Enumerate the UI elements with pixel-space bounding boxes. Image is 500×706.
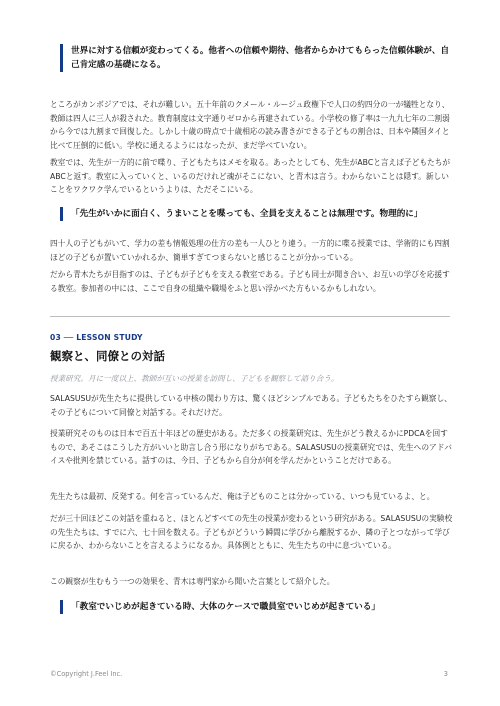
paragraph-classroom-reality: 教室では、先生が一方的に前で喋り、子どもたちはメモを取る。あったとしても、先生がABCと言えば子どもたちがABCと返す。教室に入っていくと、いるのだけれど魂がそこにない、と青木は言う。わからないことは隠す。新しいことをワクワク学んでいるというよりは、ただそこにいる。 [50, 158, 451, 194]
section-title: 観察と、同僚との対話 [50, 349, 165, 363]
page-number: 3 [443, 670, 448, 678]
paragraph-teacher-resistance: 先生たちは最初、反発する。何を言っているんだ、俺は子どものことは分かっている、いつも見ているよ、と。 [50, 492, 435, 501]
pull-quote-teacher-limit: 「先生がいかに面白く、うまいことを喋っても、全員を支えることは無理です。物理的に」 [60, 207, 456, 221]
paragraph-forty-children: 四十人の子どもがいて、学力の差も情報処理の仕方の差も一人ひとり違う。一方的に喋る授業では、学術的にも四割ほどの子どもが置いていかれるか、簡単すぎてつまらないと感じることが分かっている。 [50, 239, 450, 262]
section-divider [50, 316, 450, 317]
pull-quote-self-esteem: 世界に対する信頼が変わってくる。他者への信頼や期待、他者からかけてもらった信頼体験が、自己肯定感の基礎になる。 [60, 44, 451, 72]
pull-quote-bullying: 「教室でいじめが起きている時、大体のケースで職員室でいじめが起きている」 [60, 600, 456, 614]
footer-copyright: ©Copyright J.Feel Inc. [50, 670, 123, 678]
section-label: 03 ── LESSON STUDY [50, 333, 143, 342]
paragraph-thirty-dialogues: だが三十回ほどこの対話を重ねると、ほとんどすべての先生の授業が変わるという研究がある。SALASUSUの実験校の先生たちは、すでに六、七十回を数える。子どもがどういう瞬間に学びから離脱するか、隣の子とつながって学びに戻るか、わからないことを言えるようになるか。具体例とともに、先生たちの中に息づいている。 [50, 514, 453, 550]
paragraph-supportive-classroom: だから青木たちが目指すのは、子どもが子どもを支える教室である。子ども同士が聞き合い、お互いの学びを応援する教室。参加者の中には、ここで自身の組織や職場をふと思い浮かべた方もいるかもしれない。 [50, 270, 450, 293]
section-lead: 授業研究。月に一度以上、教師が互いの授業を訪問し、子どもを観察して語り合う。 [50, 374, 339, 383]
paragraph-lesson-study-history: 授業研究そのものは日本で百五十年ほどの歴史がある。ただ多くの授業研究は、先生がどう教えるかにPDCAを回すもので、あそこはこうした方がいいと助言し合う形になりがちである。SALASUSUの授業研究では、先生へのアドバイスや批判を禁じている。話すのは、今日、子どもから自分が何を学んだかということだけである。 [50, 429, 452, 465]
paragraph-cambodia-history: ところがカンボジアでは、それが難しい。五十年前のクメール・ルージュ政権下で人口の約四分の一が犠牲となり、教師は四人に三人が殺された。教育制度は文字通りゼロから再建されている。小学校の修了率は一九九七年の二割弱から今では九割まで回復した。しかし十歳の時点で十歳相応の読み書きができる子どもの割合は、日本や隣国タイと比べて圧倒的に低い。学校に通えるようにはなったが、まだ学べていない。 [50, 100, 450, 150]
paragraph-core-method: SALASUSUが先生たちに提供している中核の関わり方は、驚くほどシンプルである。子どもたちをひたすら観察し、その子どもについて同僚と対話する。それだけだ。 [50, 394, 452, 417]
paragraph-another-effect: この観察が生むもう一つの効果を、青木は専門家から聞いた言葉として紹介した。 [50, 577, 335, 586]
